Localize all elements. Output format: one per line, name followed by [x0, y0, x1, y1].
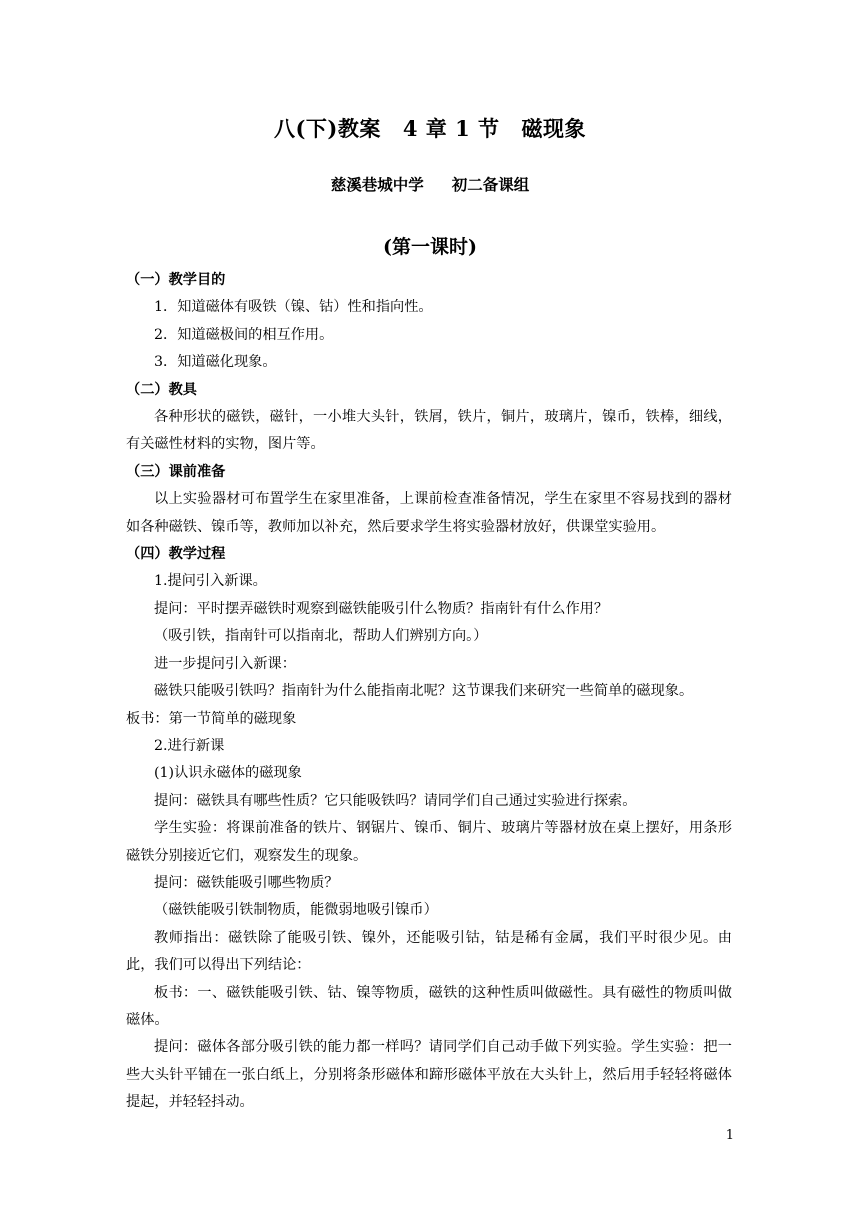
page-number: 1: [725, 1128, 734, 1143]
paragraph-line: 进一步提问引入新课：: [154, 655, 296, 672]
paragraph-line: 磁铁只能吸引铁吗？指南针为什么能指南北呢？这节课我们来研究一些简单的磁现象。: [154, 683, 694, 700]
list-item: 3．知道磁化现象。: [154, 354, 277, 371]
school-name: 慈溪巷城中学: [330, 175, 424, 194]
paragraph-line: 提问：平时摆弄磁铁时观察到磁铁能吸引什么物质？指南针有什么作用？: [154, 600, 609, 617]
board-note: 板书：一、磁铁能吸引铁、钴、镍等物质，磁铁的这种性质叫做磁性。具有磁性的物质叫做磁体。: [126, 984, 732, 1028]
session-label: (第一课时): [383, 236, 477, 258]
paragraph-materials: 各种形状的磁铁，磁针，一小堆大头针，铁屑，铁片，铜片，玻璃片，镍币，铁棒，细线，有关磁性材料的实物，图片等。: [126, 409, 732, 453]
board-note: 板书：第一节简单的磁现象: [126, 710, 297, 727]
title-part-chapter: 4 章 1 节: [402, 116, 500, 141]
section-heading-objectives: （一）教学目的: [126, 272, 226, 288]
page-subtitle: [0, 173, 860, 195]
paragraph-line: 提问：磁铁具有哪些性质？它只能吸铁吗？请同学们自己通过实验进行探索。: [154, 792, 637, 809]
section-heading-process: （四）教学过程: [126, 546, 226, 563]
page-title: [0, 113, 860, 143]
title-part-grade: 八(下)教案: [273, 116, 381, 141]
list-item: 1．知道磁体有吸铁（镍、钴）性和指向性。: [154, 299, 433, 316]
paragraph-line: (1)认识永磁体的磁现象: [154, 765, 302, 782]
list-item: 2．知道磁极间的相互作用。: [154, 326, 334, 343]
section-heading-materials: （二）教具: [126, 381, 197, 398]
paragraph-preparation: 以上实验器材可布置学生在家里准备，上课前检查准备情况，学生在家里不容易找到的器材如各种磁铁、镍币等，教师加以补充，然后要求学生将实验器材放好，供课堂实验用。: [126, 491, 732, 535]
paragraph-line: 提问：磁铁能吸引哪些物质？: [154, 874, 339, 891]
section-heading-preparation: （三）课前准备: [126, 463, 226, 480]
title-part-topic: 磁现象: [521, 116, 587, 141]
paragraph-line: （吸引铁，指南针可以指南北，帮助人们辨别方向。）: [154, 628, 488, 645]
paragraph-teacher-note: 教师指出：磁铁除了能吸引铁、镍外，还能吸引钴，钴是稀有金属，我们平时很少见。由此，我们可以得出下列结论：: [126, 929, 732, 974]
paragraph-line: （磁铁能吸引铁制物质，能微弱地吸引镍币）: [154, 902, 438, 919]
paragraph-experiment: 提问：磁体各部分吸引铁的能力都一样吗？请同学们自己动手做下列实验。学生实验：把一些大头针平铺在一张白纸上，分别将条形磁体和蹄形磁体平放在大头针上，然后用手轻轻将磁体提起，并轻轻抖动。: [126, 1039, 732, 1111]
group-name: 初二备课组: [451, 175, 530, 194]
paragraph-experiment: 学生实验：将课前准备的铁片、钢锯片、镍币、铜片、玻璃片等器材放在桌上摆好，用条形磁铁分别接近它们，观察发生的现象。: [126, 820, 732, 864]
paragraph-line: 2.进行新课: [154, 737, 225, 754]
paragraph-line: 1.提问引入新课。: [154, 573, 267, 590]
document-body: [126, 267, 732, 1117]
